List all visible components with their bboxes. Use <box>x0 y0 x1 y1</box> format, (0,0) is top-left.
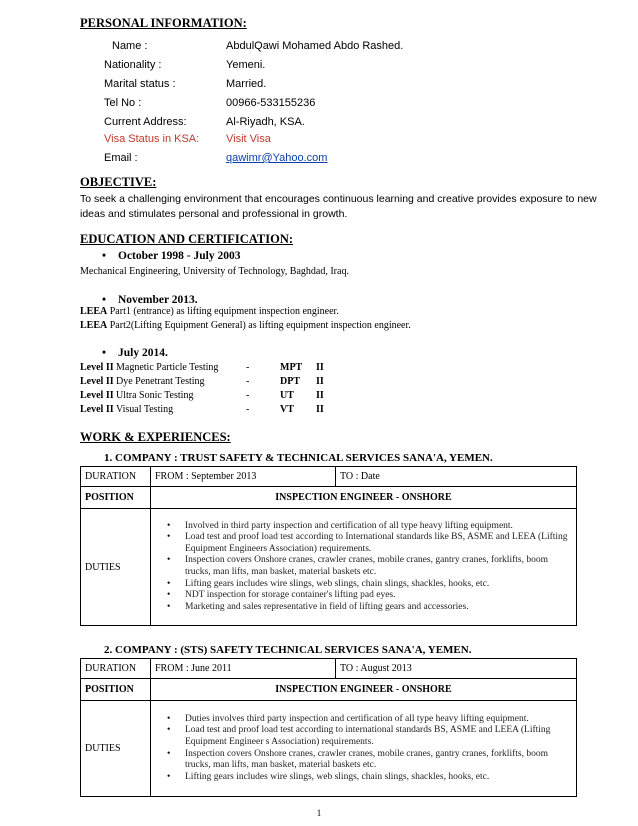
company-title-2: 2. COMPANY : (STS) SAFETY TECHNICAL SERVICES SANA'A, YEMEN. <box>104 644 472 656</box>
pi-label: Visa Status in KSA: <box>104 133 200 145</box>
duties-cell <box>151 509 577 626</box>
duty-item: • Load test and proof load test according to international standards BS, ASME and LEEA (Lifting Equipment Engineer s Association) requirements. <box>155 725 572 748</box>
pi-value: 00966-533155236 <box>226 97 316 109</box>
cert-abbr: MPT <box>280 362 303 373</box>
education-date: November 2013. <box>118 294 198 306</box>
pi-label: Email : <box>104 152 138 164</box>
position-value: INSPECTION ENGINEER - ONSHORE <box>151 679 577 701</box>
pi-value: Al-Riyadh, KSA. <box>226 116 305 128</box>
work-heading: WORK & EXPERIENCES: <box>80 430 231 444</box>
cert-name: Ultra Sonic Testing <box>116 390 194 401</box>
position-label: POSITION <box>81 679 151 701</box>
email-link[interactable]: qawimr@Yahoo.com <box>226 152 328 164</box>
leea-text: Part2(Lifting Equipment General) as lifting equipment inspection engineer. <box>107 320 411 331</box>
duties-list <box>155 714 572 784</box>
position-label: POSITION <box>81 487 151 509</box>
pi-marital-row <box>104 78 266 90</box>
duty-item: • Load test and proof load test according to International standards like BS, ASME and LEEA (Lifting Equipment Engineers Association) requirements. <box>155 532 572 555</box>
duration-label: DURATION <box>81 467 151 487</box>
duty-item: • Marketing and sales representative in field of lifting gears and accessories. <box>155 602 572 614</box>
duties-row <box>81 701 577 797</box>
pi-label: Nationality : <box>104 59 162 71</box>
duration-row <box>81 659 577 679</box>
duration-from: FROM : June 2011 <box>151 659 336 679</box>
pi-name-row <box>112 40 403 52</box>
bullet-icon: • <box>102 250 107 262</box>
duration-to: TO : Date <box>336 467 577 487</box>
cert-dash: - <box>246 376 250 387</box>
position-row <box>81 487 577 509</box>
leea-bold: LEEA <box>80 306 108 317</box>
cert-grade: II <box>316 390 324 401</box>
objective-text: To seek a challenging environment that encourages continuous learning and creative provides exposure to new ideas and stimulates personal and professional in growth. <box>80 193 597 220</box>
cert-dash: - <box>246 390 250 401</box>
cert-level: Level II <box>80 362 114 373</box>
leea-line-2 <box>80 320 411 331</box>
objective-heading: OBJECTIVE: <box>80 175 157 189</box>
pi-value: AbdulQawi Mohamed Abdo Rashed. <box>226 40 404 52</box>
cert-row <box>80 376 324 387</box>
cert-level: Level II <box>80 376 114 387</box>
duties-list <box>155 521 572 614</box>
pi-value: Visit Visa <box>226 133 271 145</box>
position-row <box>81 679 577 701</box>
duty-item: • Lifting gears includes wire slings, web slings, chain slings, shackles, hooks, etc. <box>155 579 572 591</box>
pi-email-row <box>104 152 327 164</box>
pi-value: Yemeni. <box>226 59 266 71</box>
pi-label: Marital status : <box>104 78 176 90</box>
job-table-2 <box>80 658 577 797</box>
company-title-1: 1. COMPANY : TRUST SAFETY & TECHNICAL SERVICES SANA'A, YEMEN. <box>104 452 493 464</box>
position-value: INSPECTION ENGINEER - ONSHORE <box>151 487 577 509</box>
education-date-2 <box>102 294 198 306</box>
pi-visa-row <box>104 133 271 145</box>
cert-row <box>80 390 324 401</box>
cert-name: Magnetic Particle Testing <box>116 362 219 373</box>
duties-cell <box>151 701 577 797</box>
duration-to: TO : August 2013 <box>336 659 577 679</box>
education-heading: EDUCATION AND CERTIFICATION: <box>80 232 294 246</box>
cert-row <box>80 362 324 373</box>
duration-label: DURATION <box>81 659 151 679</box>
cert-grade: II <box>316 362 324 373</box>
duties-label: DUTIES <box>81 509 151 626</box>
cert-level: Level II <box>80 404 114 415</box>
cert-abbr: VT <box>280 404 294 415</box>
duty-item: • Lifting gears includes wire slings, web slings, chain slings, shackles, hooks, etc. <box>155 772 572 784</box>
pi-value: Married. <box>226 78 267 90</box>
pi-label: Tel No : <box>104 97 142 109</box>
education-date-3 <box>102 347 168 359</box>
cert-grade: II <box>316 376 324 387</box>
pi-label: Current Address: <box>104 116 187 128</box>
duties-row <box>81 509 577 626</box>
cert-name: Dye Penetrant Testing <box>116 376 205 387</box>
cert-grade: II <box>316 404 324 415</box>
personal-info-heading: PERSONAL INFORMATION: <box>80 16 247 30</box>
cert-dash: - <box>246 362 250 373</box>
cert-abbr: DPT <box>280 376 300 387</box>
duty-item: • Duties involves third party inspection and certification of all type heavy lifting equipment. <box>155 714 572 726</box>
education-date-1 <box>102 250 240 262</box>
duty-item: • Involved in third party inspection and certification of all type heavy lifting equipment. <box>155 521 572 533</box>
leea-text: Part1 (entrance) as lifting equipment inspection engineer. <box>107 306 339 317</box>
page-number: 1 <box>316 808 322 818</box>
cert-row <box>80 404 324 415</box>
pi-label: Name : <box>112 40 148 52</box>
cert-name: Visual Testing <box>116 404 174 415</box>
cert-dash: - <box>246 404 250 415</box>
education-date: October 1998 - July 2003 <box>118 250 241 262</box>
education-date: July 2014. <box>118 347 168 359</box>
leea-line-1 <box>80 306 339 317</box>
cert-level: Level II <box>80 390 114 401</box>
bullet-icon: • <box>102 294 107 306</box>
bullet-icon: • <box>102 347 107 359</box>
duty-item: • Inspection covers Onshore cranes, crawler cranes, mobile cranes, gantry cranes, forklifts, boom trucks, man lifts, man basket, material baskets etc. <box>155 749 572 772</box>
cert-abbr: UT <box>280 390 294 401</box>
pi-nationality-row <box>104 59 265 71</box>
pi-tel-row <box>104 97 315 109</box>
leea-bold: LEEA <box>80 320 108 331</box>
job-table-1 <box>80 466 577 626</box>
pi-address-row <box>104 116 305 128</box>
education-line: Mechanical Engineering, University of Technology, Baghdad, Iraq. <box>80 266 349 277</box>
duration-row <box>81 467 577 487</box>
duration-from: FROM : September 2013 <box>151 467 336 487</box>
duty-item: • NDT inspection for storage container's lifting pad eyes. <box>155 590 572 602</box>
duties-label: DUTIES <box>81 701 151 797</box>
duty-item: • Inspection covers Onshore cranes, crawler cranes, mobile cranes, gantry cranes, forklifts, boom trucks, man lifts, man basket, material baskets etc. <box>155 555 572 578</box>
